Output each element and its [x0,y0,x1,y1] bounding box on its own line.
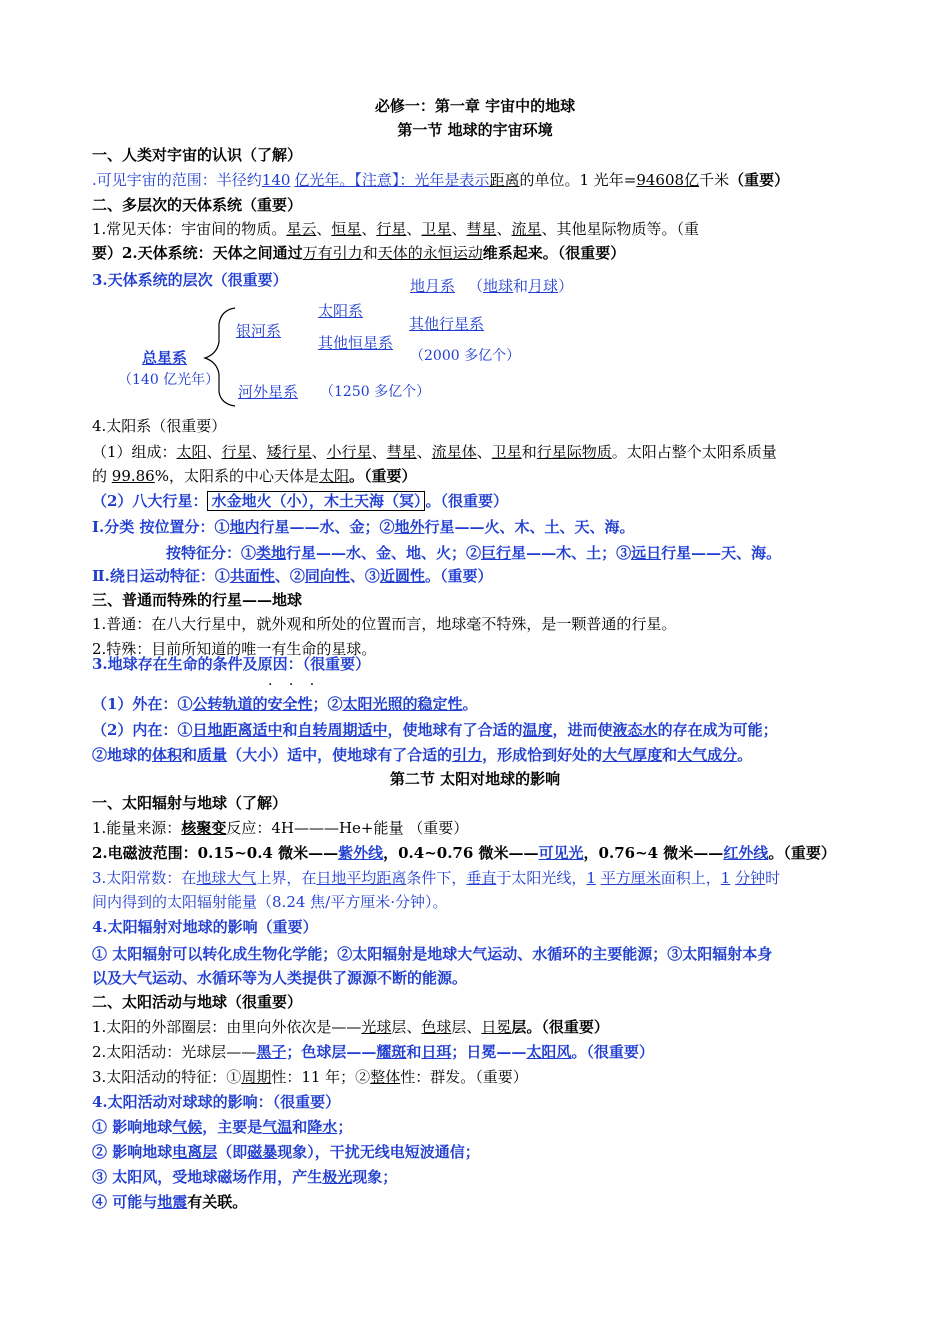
line-radiation-effects-1: ① 太阳辐射可以转化成生物化学能；②太阳辐射是地球大气运动、水循环的主要能源；③太阳辐射本身 [92,945,773,963]
heading-radiation-effects: 4.太阳辐射对地球的影响（重要） [92,918,318,936]
heading-2: 二、多层次的天体系统（重要） [92,196,303,214]
tree-total-galaxy: 总星系 [142,349,188,367]
line-effect-earthquake: ④ 可能与地震有关联。 [92,1193,248,1211]
line-celestial-bodies: 1.常见天体：宇宙间的物质。星云、恒星、行星、卫星、彗星、流星、其他星际物质等。（重 [92,220,700,238]
tree-count-1250: （1250 多亿个） [320,384,431,400]
heading-solar-system: 4.太阳系（很重要） [92,417,227,435]
line-effect-aurora: ③ 太阳风，受地球磁场作用，产生极光现象； [92,1168,398,1186]
line-solar-constant-2: 间内得到的太阳辐射能量（8.24 焦/平方厘米·分钟）。 [92,893,448,911]
heading-activity-effects: 4.太阳活动对球球的影响：（很重要） [92,1093,341,1111]
line-effect-climate: ① 影响地球气候，主要是气温和降水； [92,1118,353,1136]
tree-extragalactic: 河外星系 [238,383,299,401]
line-special: 2.特殊：目前所知道的唯一有生命的星球。 [92,640,377,658]
line-classify-feature: 按特征分：①类地行星——水、金、地、火；②巨行星——木、土；③远日行星——天、海。 [166,544,782,562]
tree-other-planet-system: 其他行星系 [409,315,485,333]
tree-solar-system: 太阳系 [318,302,364,320]
emphasis-dots: · · · [268,677,321,693]
line-solar-constant: 3.太阳常数：在地球大气上界，在日地平均距离条件下，垂直于太阳光线，1 平方厘米面积上，1 分钟时 [92,869,781,887]
line-activity-features: 3.太阳活动的特征：①周期性：11 年；②整体性：群发。（重要） [92,1068,528,1086]
line-solar-activity: 2.太阳活动：光球层——黑子；色球层——耀斑和日珥；日冕——太阳风。（很重要） [92,1043,654,1061]
heading-3: 三、普通而特殊的行星——地球 [92,591,303,609]
heading-life-conditions: 3.地球存在生命的条件及原因：（很重要） [92,655,371,673]
heading-4: 一、太阳辐射与地球（了解） [92,794,288,812]
line-orbit-features: Ⅱ.绕日运动特征：①共面性、②同向性、③近圆性。（重要） [92,567,493,585]
line-internal: （2）内在：①日地距离适中和自转周期适中，使地球有了合适的温度，进而使液态水的存在成为可能； [92,721,778,739]
heading-5: 二、太阳活动与地球（很重要） [92,993,303,1011]
heading-system-levels: 3.天体系统的层次（很重要） [92,271,288,289]
line-outer-layers: 1.太阳的外部圈层：由里向外依次是——光球层、色球层、日冕层。（很重要） [92,1018,609,1036]
tree-total-note: （140 亿光年） [118,372,220,388]
line-eight-planets: （2）八大行星： 水金地火（小），木土天海（冥） 。（很重要） [92,492,508,510]
line-size-mass: ②地球的体积和质量（大小）适中，使地球有了合适的引力，形成恰到好处的大气厚度和大气成分。 [92,746,753,764]
line-classify-position: Ⅰ.分类 按位置分：①地内行星——水、金；②地外行星——火、木、土、天、海。 [92,518,635,536]
tree-other-star-system: 其他恒星系 [318,334,394,352]
line-universe-range: .可见宇宙的范围：半径约140 亿光年。【注意】：光年是表示距离的单位。1 光年=94608亿千米（重要） [92,171,790,189]
line-energy-source: 1.能量来源：核聚变反应：4H———He+能量 （重要） [92,819,469,837]
line-solar-mass: 的 99.86%，太阳系的中心天体是太阳。（重要） [92,467,417,485]
line-ordinary: 1.普通：在八大行星中，就外观和所处的位置而言，地球毫不特殊，是一颗普通的行星。 [92,615,677,633]
line-solar-composition: （1）组成：太阳、行星、矮行星、小行星、彗星、流星体、卫星和行星际物质。太阳占整个太阳系质量 [92,443,777,461]
line-radiation-effects-2: 以及大气运动、水循环等为人类提供了源源不断的能源。 [92,969,468,987]
line-em-range: 2.电磁波范围：0.15~0.4 微米——紫外线，0.4~0.76 微米——可见光，0.76~4 微米——红外线。（重要） [92,844,836,862]
section1-title: 第一节 地球的宇宙环境 [397,121,553,139]
line-effect-ionosphere: ② 影响地球电离层（即磁暴现象），干扰无线电短波通信； [92,1143,480,1161]
line-external: （1）外在：①公转轨道的安全性；②太阳光照的稳定性。 [92,695,478,713]
document-title: 必修一：第一章 宇宙中的地球 [374,97,576,115]
tree-brace [195,300,315,410]
tree-brace-small [298,294,318,354]
heading-1: 一、人类对宇宙的认识（了解） [92,146,303,164]
tree-count-2000: （2000 多亿个） [410,348,521,364]
tree-earth-moon-note: （地球和月球） [468,277,574,295]
section2-title: 第二节 太阳对地球的影响 [389,770,561,788]
line-celestial-system: 要）2.天体系统：天体之间通过万有引力和天体的永恒运动维系起来。（很重要） [92,244,626,262]
tree-milky-way: 银河系 [236,322,282,340]
tree-earth-moon: 地月系 [410,277,456,295]
